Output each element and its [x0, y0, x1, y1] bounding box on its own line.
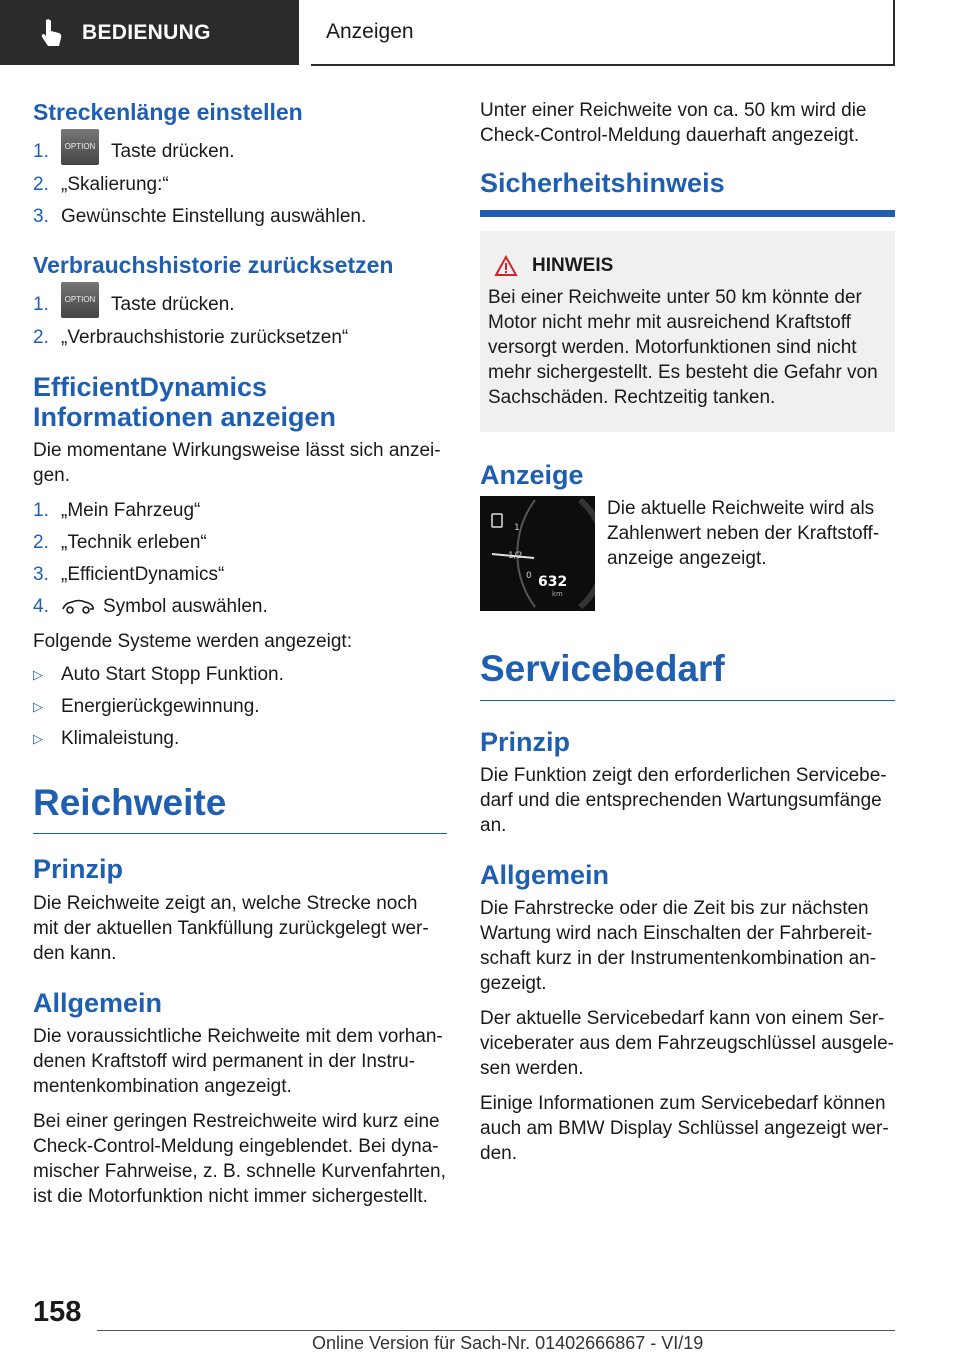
systems-list [33, 662, 447, 751]
step-text: Gewünschte Einstellung auswählen. [61, 205, 367, 227]
step-text: „Mein Fahrzeug“ [61, 499, 201, 521]
reichweite-heading: Reichweite [33, 781, 447, 834]
step-number: 3. [33, 205, 49, 227]
section-tab [0, 0, 299, 65]
list-item [33, 694, 447, 719]
section-label: BEDIENUNG [82, 20, 211, 44]
step-text: Taste drücken. [111, 141, 235, 163]
service-allgemein-p1: Die Fahrstrecke oder die Zeit bis zur nächsten Wartung wird nach Einschalten der Fahrbereitschaft kurz in der Instrumentenkombination angezeigt. [480, 898, 877, 995]
section-rule [480, 210, 895, 217]
list-item [33, 530, 447, 555]
car-efficiency-icon [61, 596, 95, 616]
step-text: Symbol auswählen. [103, 595, 268, 617]
chapter-label: Anzeigen [326, 20, 414, 43]
efficient-heading: EfficientDynamics Informationen anzeigen [33, 371, 337, 432]
list-item [33, 139, 447, 165]
gauge-full-label: 1 [514, 523, 520, 534]
list-item [33, 562, 447, 587]
chapter-header [311, 0, 895, 66]
list-item [33, 292, 447, 318]
list-item [33, 662, 447, 687]
service-allgemein-heading: Allgemein [480, 860, 610, 891]
warning-box [480, 231, 895, 432]
step-number: 3. [33, 563, 49, 585]
reichweite-prinzip-heading: Prinzip [33, 854, 124, 885]
efficient-intro: Die momentane Wirkungsweise lässt sich anzeigen. [33, 439, 441, 486]
efficient-steps [33, 498, 447, 619]
service-allgemein-p2: Der aktuelle Servicebedarf kann von einem Serviceberater aus dem Fahrzeugschlüssel ausgelesen werden. [480, 1008, 894, 1080]
step-number: 2. [33, 326, 49, 348]
list-item [33, 325, 447, 350]
footer-text: Online Version für Sach-Nr. 01402666867 - VI/19 [312, 1333, 704, 1353]
warning-label: HINWEIS [532, 255, 614, 277]
servicebedarf-heading: Servicebedarf [480, 647, 895, 700]
list-item [33, 594, 447, 619]
bullet-text: Energierückgewinnung. [61, 695, 260, 717]
systems-intro: Folgende Systeme werden angezeigt: [33, 630, 352, 652]
verbrauch-heading: Verbrauchshistorie zurücksetzen [33, 251, 394, 278]
gauge-range-unit: km [552, 590, 563, 599]
list-item [33, 726, 447, 751]
triangle-bullet-icon: ▷ [33, 666, 43, 682]
list-item [33, 172, 447, 197]
triangle-bullet-icon: ▷ [33, 698, 43, 714]
right-column [480, 98, 895, 1176]
reichweite-allgemein-p1: Die voraussichtliche Reichweite mit dem vorhandenen Kraftstoff wird permanent in der Instrumentenkombination angezeigt. [33, 1025, 443, 1097]
warning-header [488, 255, 885, 277]
triangle-bullet-icon: ▷ [33, 730, 43, 746]
page-number: 158 [33, 1296, 82, 1328]
sicherheit-heading: Sicherheitshinweis [480, 168, 725, 198]
hand-pointer-icon [34, 16, 68, 50]
step-number: 4. [33, 595, 49, 617]
fuel-gauge-image [480, 496, 595, 611]
streckenlaenge-heading: Streckenlänge einstellen [33, 99, 303, 125]
service-prinzip-text: Die Funktion zeigt den erforderlichen Servicebedarf und die entsprechenden Wartungsumfänge an. [480, 765, 887, 837]
gauge-empty-label: 0 [526, 571, 532, 582]
step-text: „EfficientDynamics“ [61, 563, 225, 585]
list-item [33, 498, 447, 523]
warning-text: Bei einer Reichweite unter 50 km könnte der Motor nicht mehr mit ausreichend Kraftstoff versorgt werden. Motorfunktionen sind nicht mehr sichergestellt. Es besteht die Gefahr von Sachschäden. Rechtzeitig tanken. [488, 287, 878, 409]
step-number: 1. [33, 141, 49, 163]
warning-triangle-icon [494, 255, 518, 277]
reichweite-prinzip-text: Die Reichweite zeigt an, welche Strecke noch mit der aktuellen Tankfüllung zurückgelegt werden kann. [33, 892, 429, 964]
reichweite-allgemein-heading: Allgemein [33, 987, 163, 1018]
gauge-half-label: 1/2 [508, 551, 523, 562]
footer-divider [97, 1330, 895, 1331]
step-number: 1. [33, 294, 49, 315]
step-number: 2. [33, 531, 49, 553]
verbrauch-steps [33, 292, 447, 350]
step-number: 1. [33, 499, 49, 521]
service-prinzip-heading: Prinzip [480, 726, 571, 757]
step-text: Taste drücken. [111, 294, 235, 315]
gauge-range-value: 632 [538, 574, 568, 591]
step-text: „Verbrauchshistorie zurücksetzen“ [61, 326, 349, 348]
left-column [33, 98, 447, 1219]
option-button-icon: OPTION [61, 282, 99, 318]
step-text: „Technik erleben“ [61, 531, 207, 553]
anzeige-block [480, 496, 895, 611]
reichweite-intro: Unter einer Reichweite von ca. 50 km wird die Check-Control-Meldung dauerhaft angezeigt. [480, 100, 867, 146]
step-text: „Skalierung:“ [61, 173, 169, 195]
bullet-text: Klimaleistung. [61, 727, 180, 749]
list-item [33, 204, 447, 229]
anzeige-heading: Anzeige [480, 460, 584, 491]
anzeige-text: Die aktuelle Reichweite wird als Zahlenwert neben der Kraftstoffanzeige angezeigt. [607, 498, 880, 570]
step-number: 2. [33, 173, 49, 195]
service-allgemein-p3: Einige Informationen zum Servicebedarf können auch am BMW Display Schlüssel angezeigt werden. [480, 1093, 889, 1165]
bullet-text: Auto Start Stopp Funktion. [61, 663, 284, 685]
streckenlaenge-steps [33, 139, 447, 229]
reichweite-allgemein-p2: Bei einer geringen Restreichweite wird kurz eine Check-Control-Meldung eingeblendet. Bei dynamischer Fahrweise, z. B. schnelle Kurvenfahrten, ist die Motorfunktion nicht immer sichergestellt. [33, 1110, 446, 1207]
option-button-icon: OPTION [61, 129, 99, 165]
